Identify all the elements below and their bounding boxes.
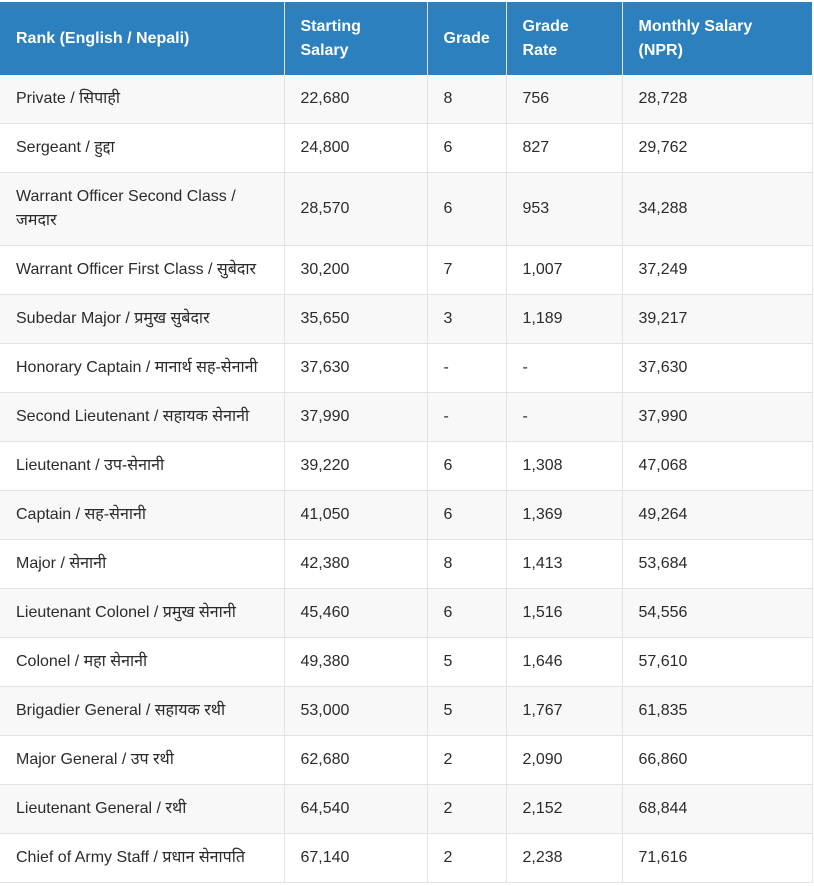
- salary-table-container: [0, 2, 812, 883]
- cell-starting-salary: 37,630: [284, 344, 427, 393]
- cell-rank: Warrant Officer First Class / सुबेदार: [0, 246, 284, 295]
- table-row: [0, 785, 812, 834]
- cell-starting-salary: 42,380: [284, 540, 427, 589]
- cell-grade: 6: [427, 442, 506, 491]
- header-row: [0, 2, 812, 75]
- table-header: [0, 2, 812, 75]
- cell-starting-salary: 41,050: [284, 491, 427, 540]
- cell-rank: Lieutenant / उप-सेनानी: [0, 442, 284, 491]
- cell-grade-rate: 1,189: [506, 295, 622, 344]
- table-row: [0, 589, 812, 638]
- cell-grade: -: [427, 344, 506, 393]
- cell-grade-rate: 2,152: [506, 785, 622, 834]
- cell-grade-rate: 2,090: [506, 736, 622, 785]
- table-row: [0, 393, 812, 442]
- table-row: [0, 687, 812, 736]
- cell-monthly-salary: 47,068: [622, 442, 812, 491]
- cell-rank: Captain / सह-सेनानी: [0, 491, 284, 540]
- cell-monthly-salary: 37,630: [622, 344, 812, 393]
- cell-rank: Sergeant / हुद्दा: [0, 124, 284, 173]
- table-row: [0, 295, 812, 344]
- cell-monthly-salary: 61,835: [622, 687, 812, 736]
- cell-monthly-salary: 49,264: [622, 491, 812, 540]
- cell-grade: 3: [427, 295, 506, 344]
- header-grade: Grade: [427, 2, 506, 75]
- cell-rank: Brigadier General / सहायक रथी: [0, 687, 284, 736]
- cell-grade-rate: 1,646: [506, 638, 622, 687]
- cell-monthly-salary: 57,610: [622, 638, 812, 687]
- cell-rank: Major / सेनानी: [0, 540, 284, 589]
- cell-grade-rate: 1,516: [506, 589, 622, 638]
- cell-grade-rate: -: [506, 393, 622, 442]
- cell-monthly-salary: 68,844: [622, 785, 812, 834]
- cell-rank: Major General / उप रथी: [0, 736, 284, 785]
- cell-starting-salary: 37,990: [284, 393, 427, 442]
- table-row: [0, 124, 812, 173]
- cell-monthly-salary: 37,990: [622, 393, 812, 442]
- cell-monthly-salary: 39,217: [622, 295, 812, 344]
- cell-monthly-salary: 66,860: [622, 736, 812, 785]
- header-rank: Rank (English / Nepali): [0, 2, 284, 75]
- cell-starting-salary: 64,540: [284, 785, 427, 834]
- cell-grade: -: [427, 393, 506, 442]
- cell-monthly-salary: 34,288: [622, 173, 812, 246]
- table-row: [0, 75, 812, 124]
- cell-grade-rate: 1,369: [506, 491, 622, 540]
- cell-grade: 2: [427, 736, 506, 785]
- cell-starting-salary: 30,200: [284, 246, 427, 295]
- cell-monthly-salary: 29,762: [622, 124, 812, 173]
- cell-starting-salary: 53,000: [284, 687, 427, 736]
- cell-grade: 7: [427, 246, 506, 295]
- cell-rank: Subedar Major / प्रमुख सुबेदार: [0, 295, 284, 344]
- cell-grade: 2: [427, 785, 506, 834]
- cell-grade-rate: 756: [506, 75, 622, 124]
- cell-rank: Chief of Army Staff / प्रधान सेनापति: [0, 834, 284, 883]
- cell-grade: 5: [427, 687, 506, 736]
- cell-grade: 8: [427, 75, 506, 124]
- cell-monthly-salary: 54,556: [622, 589, 812, 638]
- header-monthly-salary: Monthly Salary (NPR): [622, 2, 812, 75]
- cell-grade-rate: 1,767: [506, 687, 622, 736]
- cell-grade: 5: [427, 638, 506, 687]
- cell-starting-salary: 39,220: [284, 442, 427, 491]
- table-body: [0, 75, 812, 883]
- cell-starting-salary: 67,140: [284, 834, 427, 883]
- table-row: [0, 540, 812, 589]
- salary-table: [0, 2, 813, 883]
- cell-monthly-salary: 53,684: [622, 540, 812, 589]
- cell-grade: 8: [427, 540, 506, 589]
- cell-starting-salary: 62,680: [284, 736, 427, 785]
- cell-rank: Second Lieutenant / सहायक सेनानी: [0, 393, 284, 442]
- cell-grade-rate: -: [506, 344, 622, 393]
- cell-starting-salary: 22,680: [284, 75, 427, 124]
- cell-grade-rate: 1,308: [506, 442, 622, 491]
- cell-monthly-salary: 37,249: [622, 246, 812, 295]
- cell-grade: 6: [427, 124, 506, 173]
- cell-grade-rate: 827: [506, 124, 622, 173]
- cell-rank: Lieutenant Colonel / प्रमुख सेनानी: [0, 589, 284, 638]
- cell-grade-rate: 1,007: [506, 246, 622, 295]
- cell-starting-salary: 24,800: [284, 124, 427, 173]
- table-row: [0, 736, 812, 785]
- cell-rank: Private / सिपाही: [0, 75, 284, 124]
- table-row: [0, 173, 812, 246]
- cell-monthly-salary: 71,616: [622, 834, 812, 883]
- cell-rank: Colonel / महा सेनानी: [0, 638, 284, 687]
- cell-rank: Honorary Captain / मानार्थ सह-सेनानी: [0, 344, 284, 393]
- header-grade-rate: Grade Rate: [506, 2, 622, 75]
- cell-starting-salary: 49,380: [284, 638, 427, 687]
- cell-grade: 6: [427, 589, 506, 638]
- cell-starting-salary: 28,570: [284, 173, 427, 246]
- cell-rank: Lieutenant General / रथी: [0, 785, 284, 834]
- cell-grade-rate: 953: [506, 173, 622, 246]
- cell-starting-salary: 35,650: [284, 295, 427, 344]
- cell-grade: 2: [427, 834, 506, 883]
- table-row: [0, 638, 812, 687]
- cell-grade-rate: 1,413: [506, 540, 622, 589]
- cell-monthly-salary: 28,728: [622, 75, 812, 124]
- header-starting-salary: Starting Salary: [284, 2, 427, 75]
- table-row: [0, 834, 812, 883]
- cell-starting-salary: 45,460: [284, 589, 427, 638]
- cell-rank: Warrant Officer Second Class / जमदार: [0, 173, 284, 246]
- table-row: [0, 442, 812, 491]
- cell-grade-rate: 2,238: [506, 834, 622, 883]
- table-row: [0, 344, 812, 393]
- cell-grade: 6: [427, 173, 506, 246]
- cell-grade: 6: [427, 491, 506, 540]
- table-row: [0, 246, 812, 295]
- table-row: [0, 491, 812, 540]
